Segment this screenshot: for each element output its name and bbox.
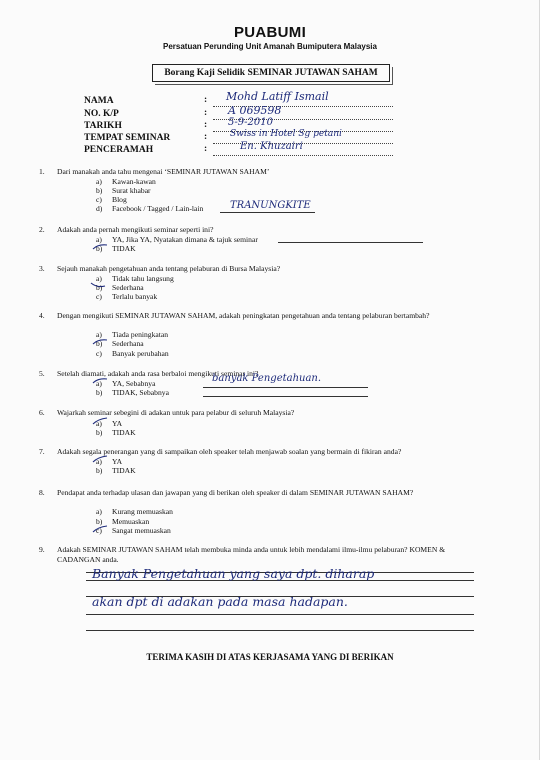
comment-answer-line-1[interactable]: Banyak Pengetahuan yang saya dpt. diharap xyxy=(92,566,375,581)
ic-number-value[interactable]: A 069598 xyxy=(228,104,282,117)
thank-you-footer: TERIMA KASIH DI ATAS KERJASAMA YANG DI BERIKAN xyxy=(146,652,394,662)
comment-line-5 xyxy=(86,630,474,631)
name-value[interactable]: Mohd Latiff Ismail xyxy=(226,90,329,103)
q5-reason-answer[interactable]: banyak Pengetahuan. xyxy=(212,373,322,384)
form-title: Borang Kaji Selidik SEMINAR JUTAWAN SAHAM xyxy=(152,64,390,82)
q5-reason-line-1 xyxy=(203,387,368,388)
venue-label: TEMPAT SEMINAR xyxy=(84,133,171,143)
date-label: TARIKH xyxy=(84,121,122,131)
colon: : xyxy=(204,120,208,130)
colon: : xyxy=(204,132,208,142)
speaker-label: PENCERAMAH xyxy=(84,145,154,155)
colon: : xyxy=(204,95,208,105)
q2-detail-line xyxy=(278,242,423,243)
date-value[interactable]: 5-9-2010 xyxy=(228,117,273,128)
q1-other-line xyxy=(220,212,315,213)
question-number: 1. xyxy=(39,167,45,176)
comment-line-4 xyxy=(86,614,474,615)
speaker-line xyxy=(213,155,393,156)
tick-mark-icon xyxy=(92,338,108,346)
survey-form-page: PUABUMI Persatuan Perunding Unit Amanah Bumiputera Malaysia Borang Kaji Selidik SEMINAR JUTAWAN SAHAM NAMA : Mohd Latiff Ismail NO. K/P : A 069598 TARIKH : 5-9-2010 TEMPAT SEMINAR : Swiss in Hotel Sg petani PENCERAMAH : En. Khuzairi 1. Dari manakah anda tahu mengenai ‘SEMINAR JUTAWAN SAHAM’ a) Kawan-kawan b) Surat khabar c) Blog d) Facebook / Tagged / Lain-lain TRANUNGKITE 2. Adakah anda pernah mengikuti seminar seperti ini? a) YA, Jika YA, Nyatakan dimana & tajuk seminar b) TIDAK 3. Sejauh manakah pengetahuan anda tentang pelaburan di Bursa Malaysia? a) Tidak tahu langsung b) Sederhana c) Terlalu banyak 4. Dengan mengikuti SEMINAR JUTAWAN SAHAM, adakah peningkatan pengetahuan anda tentang pelaburan bertambah? a) Tiada peningkatan b) Sederhana c) Banyak perubahan 5. Setelah diamati, adakah anda rasa berbaloi mengikuti seminar ini? a) YA, Sebabnya b) TIDAK, Sebabnya banyak Pengetahuan. 6. Wajarkah seminar sebegini di adakan untuk para pelabur di seluruh Malaysia? a) YA b) TIDAK 7. Adakah segala penerangan yang di sampaikan oleh speaker telah menjawab soalan yang bermain di fikiran anda? a) YA b) TIDAK 8. Pendapat anda terhadap ulasan dan jawapan yang di berikan oleh speaker di dalam SEMINAR JUTAWAN SAHAM? a) Kurang memuaskan b) Memuaskan c) Sangat memuaskan 9. Adakah SEMINAR JUTAWAN SAHAM telah membuka minda anda untuk lebih mendalami ilmu-ilmu pelaburan? KOMEN & CADANGAN anda. Banyak Pengetahuan yang saya dpt. diharap akan dpt di adakan pada masa hadapan. TERIMA KASIH DI ATAS KERJASAMA YANG DI BERIKAN xyxy=(0,0,540,760)
venue-value[interactable]: Swiss in Hotel Sg petani xyxy=(230,129,342,139)
tick-mark-icon xyxy=(90,281,106,289)
tick-mark-icon xyxy=(92,525,108,533)
tick-mark-icon xyxy=(92,455,108,463)
tick-mark-icon xyxy=(92,417,108,425)
organization-title: PUABUMI xyxy=(233,24,307,41)
ic-number-label: NO. K/P xyxy=(84,109,119,119)
colon: : xyxy=(204,144,208,154)
organization-subtitle: Persatuan Perunding Unit Amanah Bumiputera Malaysia xyxy=(163,42,377,51)
question-text: Dari manakah anda tahu mengenai ‘SEMINAR JUTAWAN SAHAM’ xyxy=(57,167,270,176)
comment-answer-line-2[interactable]: akan dpt di adakan pada masa hadapan. xyxy=(92,594,348,609)
tick-mark-icon xyxy=(92,243,108,251)
q5-reason-line-2 xyxy=(203,396,368,397)
tick-mark-icon xyxy=(92,377,108,385)
speaker-value[interactable]: En. Khuzairi xyxy=(240,141,303,152)
q1-other-answer[interactable]: TRANUNGKITE xyxy=(230,200,311,211)
name-label: NAMA xyxy=(84,96,114,106)
colon: : xyxy=(204,108,208,118)
